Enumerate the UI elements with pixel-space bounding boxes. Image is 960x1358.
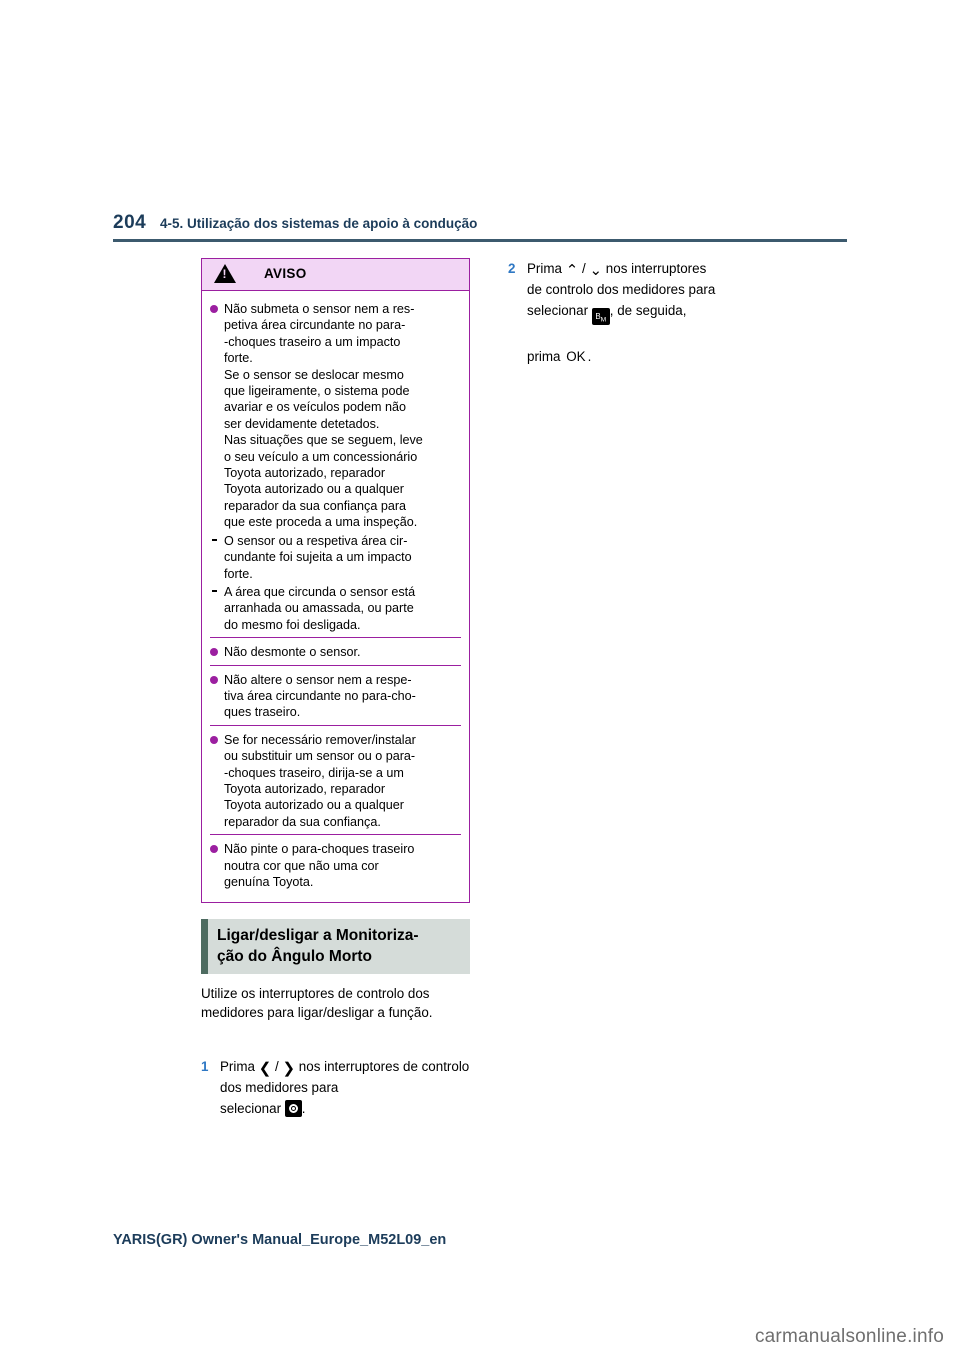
warning-bullet (210, 644, 461, 660)
warning-dash-text: O sensor ou a respetiva área cir- cundante foi sujeita a um impacto forte. (224, 533, 412, 581)
step-1-text (201, 1056, 481, 1119)
step-1-part1: Prima (220, 1059, 255, 1074)
step-1-part3: selecionar (220, 1101, 282, 1116)
warning-bullet-text: Não pinte o para-choques traseiro noutra cor que não uma cor genuína Toyota. (224, 842, 415, 889)
warning-bullet (210, 732, 461, 830)
warning-section (210, 834, 461, 894)
section-heading-text: Ligar/desligar a Monitoriza- ção do Ângulo Morto (217, 927, 419, 965)
step-2-part1: Prima (527, 261, 562, 276)
bullet-dot-icon (210, 736, 218, 744)
footer-text: YARIS(GR) Owner's Manual_Europe_M52L09_en (113, 1232, 447, 1248)
arrow-right-icon: ❯ (282, 1060, 296, 1077)
step-2-part5: prima (527, 349, 561, 364)
warning-bullet-text: Não altere o sensor nem a respe- tiva área circundante no para-cho- ques traseiro. (224, 672, 416, 720)
warning-section (210, 298, 461, 637)
page-header-title: 4-5. Utilização dos sistemas de apoio à condução (160, 216, 478, 231)
warning-header (202, 259, 469, 291)
warning-label: AVISO (264, 266, 307, 281)
warning-dash-item (210, 533, 461, 582)
page-number: 204 (113, 212, 147, 233)
dash-marker-icon (212, 590, 217, 592)
bsm-onoff-icon: $B_M$ (592, 308, 610, 325)
warning-dash-item (210, 584, 461, 633)
step-1-number: 1 (201, 1059, 209, 1074)
warning-triangle-icon (214, 264, 236, 283)
section-intro-paragraph: Utilize os interruptores de controlo dos medidores para ligar/desligar a função. (201, 986, 433, 1020)
bullet-dot-icon (210, 676, 218, 684)
step-1-separator: / (275, 1059, 279, 1074)
arrow-down-icon: ⌄ (589, 262, 603, 279)
warning-section (210, 637, 461, 664)
warning-bullet-text: Não desmonte o sensor. (224, 645, 361, 660)
warning-section (210, 725, 461, 834)
warning-bullet (210, 301, 461, 367)
step-2-part6: . (587, 349, 592, 364)
warning-extra-text: Se o sensor se deslocar mesmo que ligeiramente, o sistema pode avariar e os veículos podem não ser devidamente detetados. Nas situações que se seguem, leve o seu veículo a um concessionário Toyota autorizado, reparador Toyota autorizado ou a qualquer reparador da sua confiança para que este proceda a uma inspeção. (224, 367, 423, 530)
warning-bullet-text: Se for necessário remover/instalar ou substituir um sensor ou o para- -choques traseiro, dirija-se a um Toyota autorizado, reparador Toyota autorizado ou a qualquer reparador da sua confiança. (224, 732, 416, 829)
step-1 (201, 1056, 481, 1119)
step-2-part3: selecionar (527, 303, 589, 318)
warning-bullet (210, 672, 461, 721)
warning-section (210, 665, 461, 725)
step-2-part2b: de controlo dos medidores para (527, 282, 716, 297)
bullet-dot-icon (210, 305, 218, 313)
arrow-left-icon: ❮ (258, 1060, 272, 1077)
arrow-up-icon: ⌃ (565, 262, 579, 279)
step-1-part4: . (301, 1101, 306, 1116)
step-2 (508, 258, 798, 367)
section-heading (201, 919, 470, 974)
header-divider (113, 239, 847, 242)
blind-spot-monitor-icon (285, 1100, 302, 1117)
step-2-part2a: nos interruptores (605, 261, 707, 276)
step-1-part2: nos interruptores de controlo dos medidores para (220, 1059, 470, 1095)
step-2-number: 2 (508, 261, 516, 276)
step-2-text (508, 258, 798, 367)
warning-box (201, 258, 470, 903)
ok-button[interactable]: OK (566, 349, 586, 364)
step-2-separator: / (582, 261, 586, 276)
bullet-dot-icon (210, 845, 218, 853)
step-2-part4: , de seguida, (609, 303, 687, 318)
dash-marker-icon (212, 539, 217, 541)
warning-dash-text: A área que circunda o sensor está arranhada ou amassada, ou parte do mesmo foi desligada. (224, 584, 416, 632)
warning-body (202, 291, 469, 902)
warning-bullet-text: Não submeta o sensor nem a res- petiva área circundante no para- -choques traseiro a um impacto forte. (224, 302, 415, 366)
watermark: carmanualsonline.info (754, 1326, 944, 1347)
warning-bullet (210, 841, 461, 890)
bullet-dot-icon (210, 648, 218, 656)
